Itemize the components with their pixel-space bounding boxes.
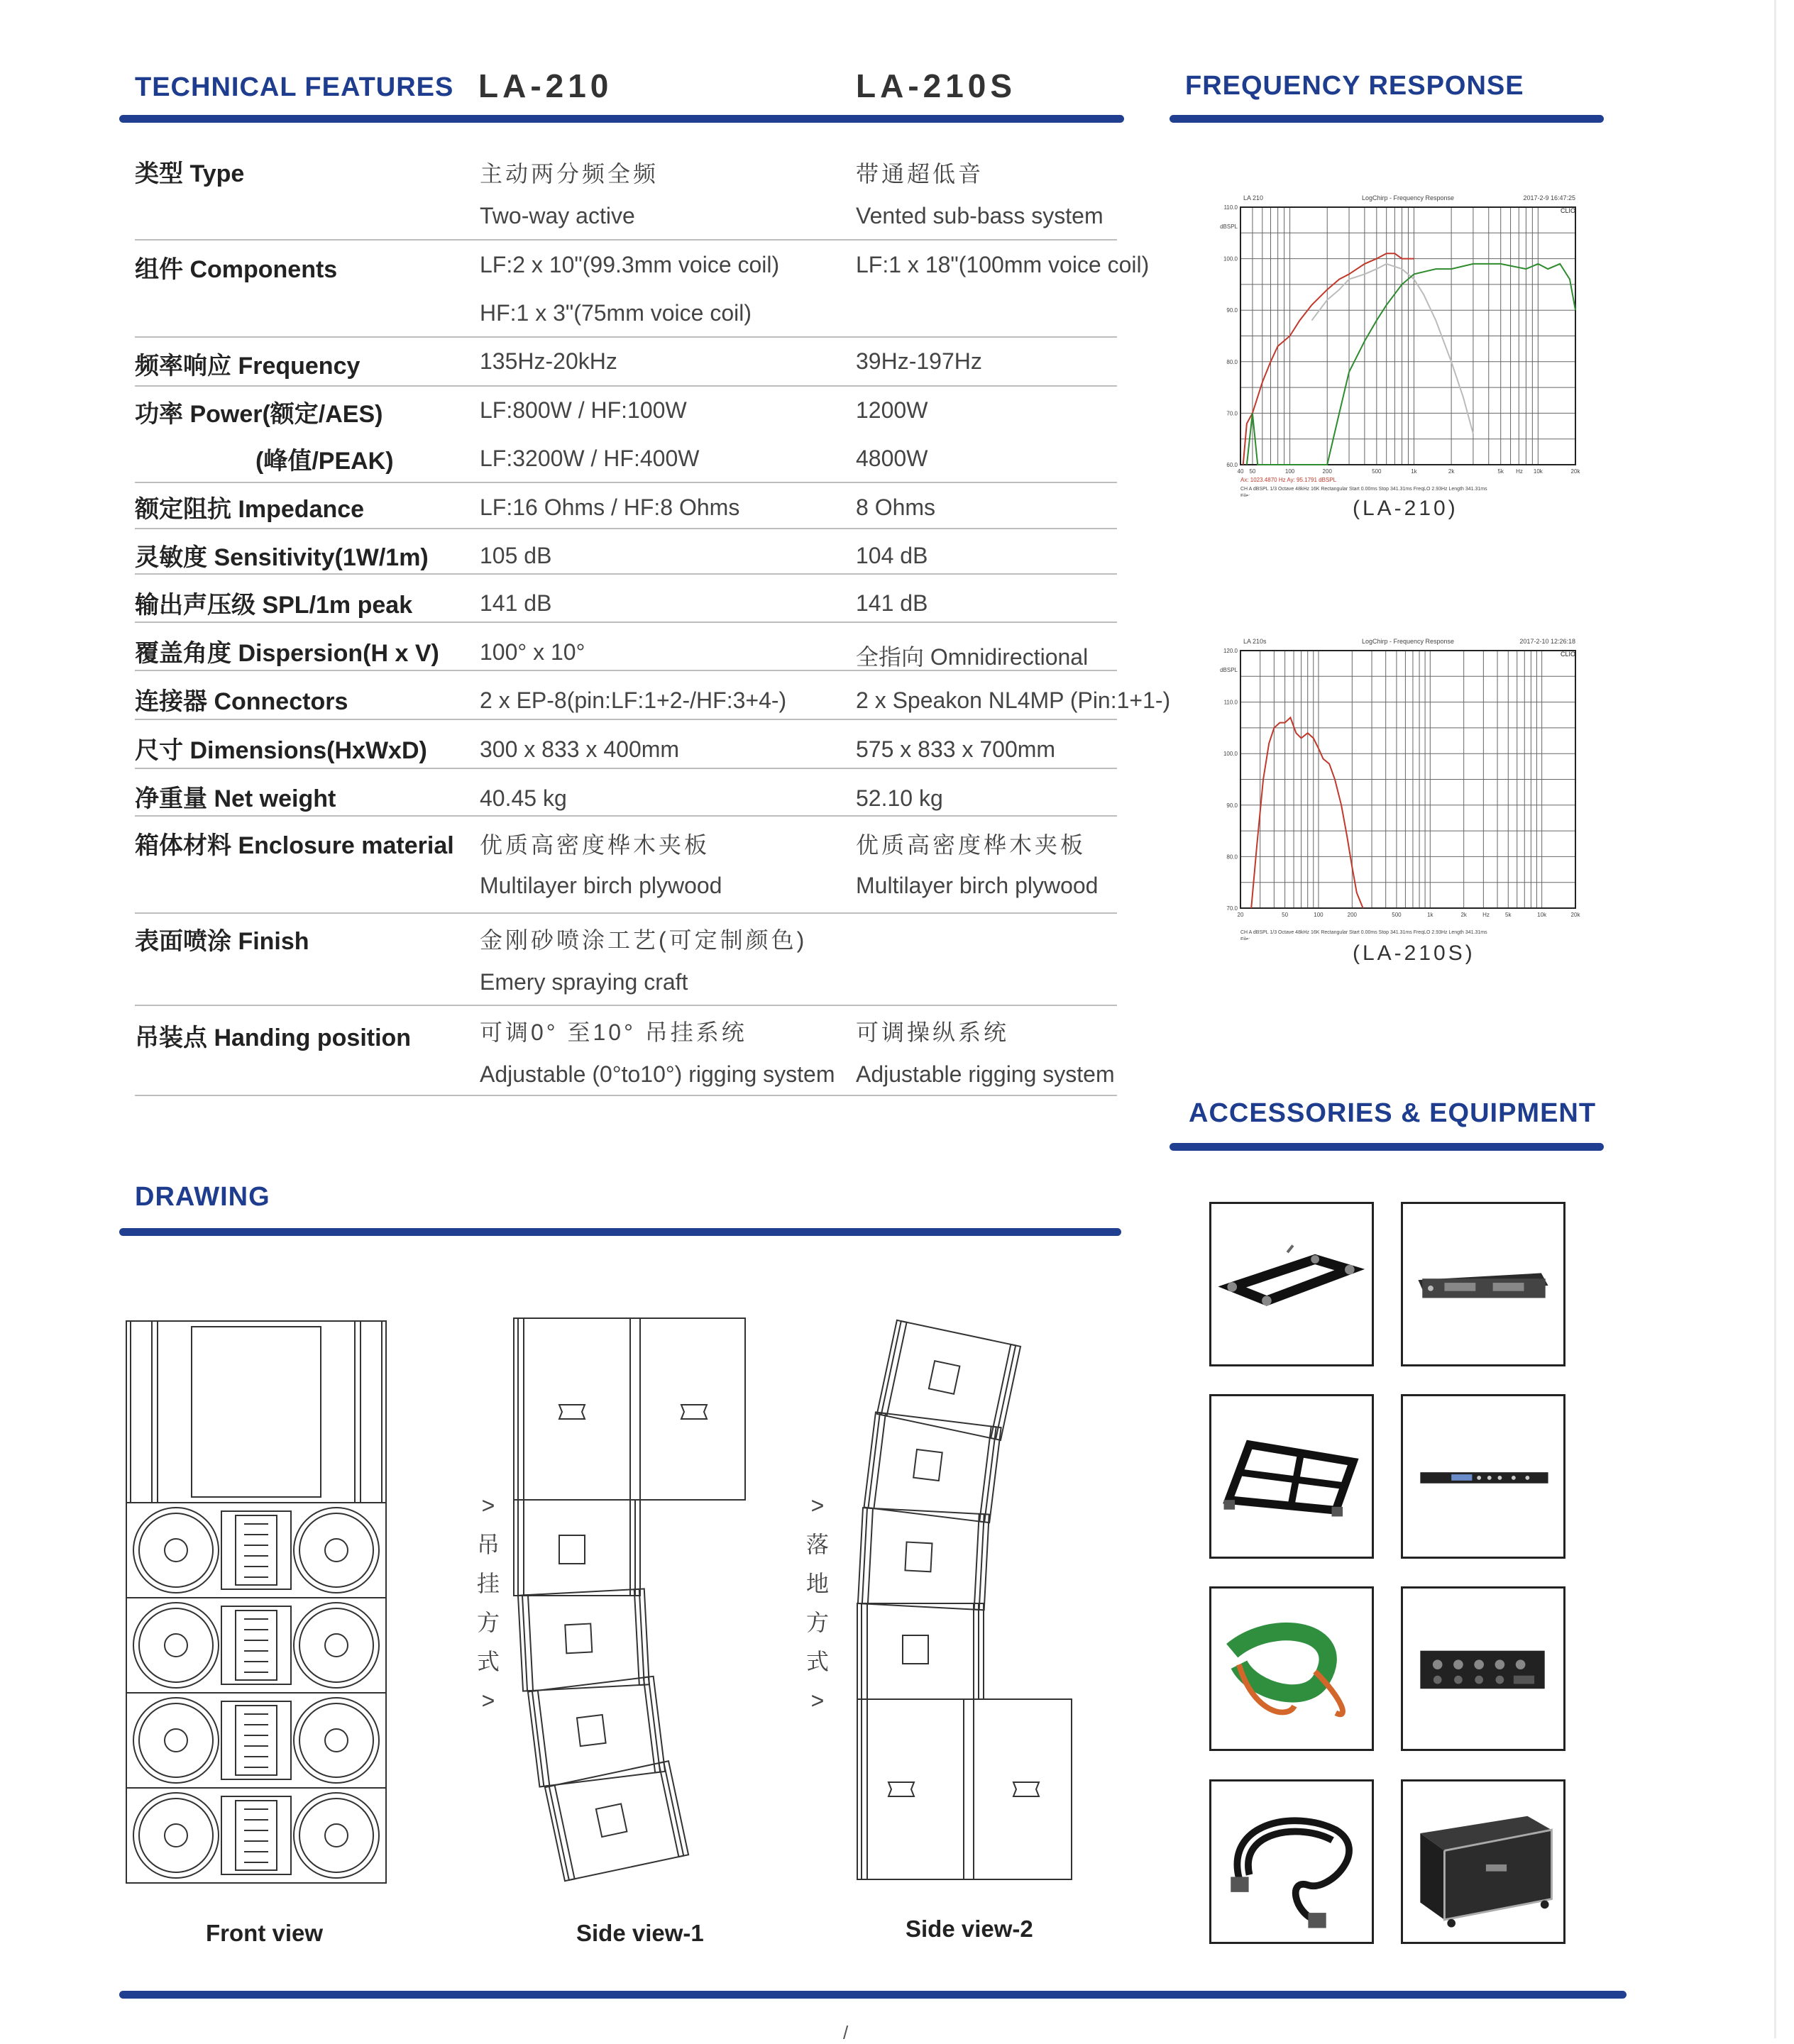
spec-peak-la210s: 4800W xyxy=(856,446,928,471)
chart-y-tick: 60.0 xyxy=(1226,462,1238,468)
spec-power-la210: LF:800W / HF:100W xyxy=(480,397,687,423)
chart-cursor-readout: Ax: 1023.4870 Hz Ay: 95.1791 dBSPL xyxy=(1240,477,1337,483)
chart-caption-la210s: (LA-210S) xyxy=(1353,941,1475,965)
accessory-ground-stack-frame xyxy=(1209,1394,1374,1559)
vert-char: > xyxy=(810,1493,825,1518)
spec-components-la210-lf: LF:2 x 10"(99.3mm voice coil) xyxy=(480,252,780,277)
ground-stack-frame-icon xyxy=(1211,1396,1372,1557)
chart-x-tick: 20 xyxy=(1237,912,1244,918)
row-divider xyxy=(135,815,1117,817)
chart-file-footer: File: xyxy=(1240,937,1250,940)
chart-x-tick: 1k xyxy=(1411,468,1417,475)
flight-case-icon xyxy=(1403,1781,1563,1942)
chart-meta-title: LogChirp - Frequency Response xyxy=(1361,638,1455,645)
spec-enclosure-la210-cn: 优质高密度桦木夹板 xyxy=(480,832,710,858)
row-divider xyxy=(135,482,1117,483)
chart-y-tick: 70.0 xyxy=(1226,905,1238,912)
row-divider xyxy=(135,622,1117,623)
chart-x-tick: 5k xyxy=(1505,912,1512,918)
spec-connectors-la210: 2 x EP-8(pin:LF:1+2-/HF:3+4-) xyxy=(480,687,787,713)
chart-y-tick: 100.0 xyxy=(1223,751,1238,758)
spec-label-connectors: 连接器 Connectors xyxy=(135,688,348,715)
chart-x-tick: 40 xyxy=(1237,468,1244,475)
chart-x-tick: 50 xyxy=(1249,468,1256,475)
chart-x-tick: Hz xyxy=(1516,468,1523,475)
spec-rigging-la210-en: Adjustable (0°to10°) rigging system xyxy=(480,1061,835,1087)
spec-sensitivity-la210: 105 dB xyxy=(480,543,552,568)
spec-components-la210s-lf: LF:1 x 18"(100mm voice coil) xyxy=(856,252,1150,277)
chart-file-footer: File: xyxy=(1240,494,1250,497)
spec-rigging-la210s-cn: 可调操纵系统 xyxy=(856,1020,1010,1045)
chart-x-tick: 50 xyxy=(1282,912,1289,918)
chart-unit-label: dBSPL xyxy=(1220,223,1238,230)
spec-label-impedance: 额定阻抗 Impedance xyxy=(135,496,365,523)
chart-y-tick: 120.0 xyxy=(1223,648,1238,654)
chart-x-tick: 10k xyxy=(1533,468,1543,475)
vert-char: 方 xyxy=(476,1610,500,1635)
spec-label-finish: 表面喷涂 Finish xyxy=(135,928,309,955)
chart-meta-left: LA 210 xyxy=(1243,194,1264,201)
spec-label-frequency: 频率响应 Frequency xyxy=(135,353,361,380)
spec-type-la210s-en: Vented sub-bass system xyxy=(856,203,1104,228)
side-view-2-drawing xyxy=(844,1313,1079,1887)
model-la210s-heading: LA-210S xyxy=(856,67,1017,104)
chart-x-tick: 100 xyxy=(1284,468,1295,475)
spec-label-dimensions: 尺寸 Dimensions(HxWxD) xyxy=(135,737,427,764)
vert-char: 式 xyxy=(476,1649,500,1674)
chart-series-line-0 xyxy=(1251,717,1363,908)
chart-y-tick: 70.0 xyxy=(1226,410,1238,417)
chart-x-tick: 5k xyxy=(1497,468,1504,475)
vert-char: > xyxy=(810,1688,825,1713)
accessory-power-distributor xyxy=(1401,1586,1565,1751)
chart-x-tick: 1k xyxy=(1427,912,1433,918)
spec-rigging-la210-cn: 可调0° 至10° 吊挂系统 xyxy=(480,1020,747,1045)
chart-y-tick: 110.0 xyxy=(1223,699,1238,706)
page-edge xyxy=(1774,0,1776,2038)
spec-label-spl: 输出声压级 SPL/1m peak xyxy=(135,592,413,619)
spec-label-enclosure: 箱体材料 Enclosure material xyxy=(135,832,454,859)
chart-x-tick: 100 xyxy=(1314,912,1324,918)
spec-weight-la210s: 52.10 kg xyxy=(856,785,943,811)
vert-char: 地 xyxy=(805,1571,829,1596)
spec-impedance-la210s: 8 Ohms xyxy=(856,495,936,520)
chart-x-tick: 200 xyxy=(1322,468,1332,475)
accessories-heading: ACCESSORIES & EQUIPMENT xyxy=(1189,1098,1597,1128)
spec-dispersion-la210s: 全指向 Omnidirectional xyxy=(856,644,1089,670)
spec-enclosure-la210-en: Multilayer birch plywood xyxy=(480,873,722,898)
spec-frequency-la210s: 39Hz-197Hz xyxy=(856,348,982,374)
front-view-caption: Front view xyxy=(206,1920,324,1946)
spec-rigging-la210s-en: Adjustable rigging system xyxy=(856,1061,1115,1087)
vert-char: 方 xyxy=(805,1610,829,1635)
chart-y-tick: 90.0 xyxy=(1226,307,1238,314)
accessory-processor xyxy=(1401,1394,1565,1559)
chart-x-tick: 2k xyxy=(1460,912,1467,918)
spec-dimensions-la210: 300 x 833 x 400mm xyxy=(480,736,680,762)
spec-weight-la210: 40.45 kg xyxy=(480,785,567,811)
spec-peak-la210: LF:3200W / HF:400W xyxy=(480,446,700,471)
footer-bar xyxy=(119,1991,1627,1999)
row-divider xyxy=(135,239,1117,241)
power-distributor-icon xyxy=(1403,1589,1563,1749)
frequency-response-chart-la210s xyxy=(1206,635,1604,940)
chart-meta-date: 2017-2-10 12:26:18 xyxy=(1519,638,1575,645)
ground-stack-method-label xyxy=(803,1486,832,1720)
chart-y-tick: 80.0 xyxy=(1226,358,1238,365)
side-view-1-caption: Side view-1 xyxy=(576,1920,704,1946)
row-divider xyxy=(135,719,1117,720)
cable-icon xyxy=(1211,1781,1372,1942)
spec-power-la210s: 1200W xyxy=(856,397,928,423)
chart-y-tick: 100.0 xyxy=(1223,255,1238,263)
row-divider xyxy=(135,768,1117,769)
spec-sensitivity-la210s: 104 dB xyxy=(856,543,928,568)
frequency-response-chart-la210 xyxy=(1206,192,1604,497)
chart-x-tick: Hz xyxy=(1482,912,1490,918)
power-amplifier-icon xyxy=(1403,1204,1563,1364)
accessory-cable xyxy=(1209,1779,1374,1944)
page-mark: / xyxy=(843,2022,849,2043)
row-divider xyxy=(135,912,1117,914)
chart-meta-left: LA 210s xyxy=(1243,638,1267,645)
accessories-header-bar xyxy=(1170,1143,1604,1151)
vert-char: 落 xyxy=(805,1532,829,1557)
flybar-frame-icon xyxy=(1211,1204,1372,1364)
spec-spl-la210s: 141 dB xyxy=(856,590,928,616)
chart-x-tick: 20k xyxy=(1570,468,1580,475)
row-divider xyxy=(135,385,1117,387)
spec-label-components: 组件 Components xyxy=(135,256,338,283)
spec-components-la210-hf: HF:1 x 3"(75mm voice coil) xyxy=(480,300,752,326)
spec-header-bar xyxy=(119,115,1124,123)
row-divider xyxy=(135,573,1117,575)
vert-char: > xyxy=(481,1493,495,1518)
spec-connectors-la210s: 2 x Speakon NL4MP (Pin:1+1-) xyxy=(856,687,1171,713)
accessory-power-amplifier xyxy=(1401,1202,1565,1366)
frequency-response-heading: FREQUENCY RESPONSE xyxy=(1185,71,1524,101)
chart-caption-la210: (LA-210) xyxy=(1353,497,1458,520)
side-view-2-caption: Side view-2 xyxy=(906,1916,1033,1942)
spec-label-peak: (峰值/PEAK) xyxy=(255,448,394,475)
spec-label-sensitivity: 灵敏度 Sensitivity(1W/1m) xyxy=(135,544,429,571)
spec-enclosure-la210s-cn: 优质高密度桦木夹板 xyxy=(856,832,1086,858)
row-divider xyxy=(135,528,1117,529)
technical-features-heading: TECHNICAL FEATURES xyxy=(135,72,454,102)
vert-char: > xyxy=(481,1688,495,1713)
chart-y-tick: 80.0 xyxy=(1226,853,1238,861)
spec-type-la210-en: Two-way active xyxy=(480,203,635,228)
drawing-header-bar xyxy=(119,1228,1121,1236)
lifting-sling-icon xyxy=(1211,1589,1372,1749)
chart-y-tick: 90.0 xyxy=(1226,802,1238,809)
chart-unit-label: dBSPL xyxy=(1220,667,1238,673)
chart-series-line-1 xyxy=(1311,264,1473,434)
chart-x-tick: 20k xyxy=(1570,912,1580,918)
spec-dispersion-la210: 100° x 10° xyxy=(480,639,585,665)
chart-x-tick: 2k xyxy=(1448,468,1455,475)
chart-brand: CLIO xyxy=(1560,651,1575,658)
chart-settings-footer: CH A dBSPL 1/3 Octave 48kHz 16K Rectangular Start 0.00ms Stop 341.31ms FreqLO 2.93Hz Length 341.31ms xyxy=(1240,930,1487,935)
spec-label-net-weight: 净重量 Net weight xyxy=(135,785,336,812)
spec-impedance-la210: LF:16 Ohms / HF:8 Ohms xyxy=(480,495,740,520)
chart-meta-date: 2017-2-9 16:47:25 xyxy=(1523,194,1575,201)
accessory-lifting-sling xyxy=(1209,1586,1374,1751)
side-view-1-drawing xyxy=(511,1313,752,1887)
vert-char: 式 xyxy=(805,1649,829,1674)
vert-char: 挂 xyxy=(476,1571,500,1596)
spec-type-la210-cn: 主动两分频全频 xyxy=(480,161,659,187)
row-divider xyxy=(135,336,1117,338)
spec-label-dispersion: 覆盖角度 Dispersion(H x V) xyxy=(135,640,439,667)
processor-icon xyxy=(1403,1396,1563,1557)
spec-enclosure-la210s-en: Multilayer birch plywood xyxy=(856,873,1099,898)
chart-meta-title: LogChirp - Frequency Response xyxy=(1361,194,1455,201)
spec-label-power: 功率 Power(额定/AES) xyxy=(135,401,383,428)
chart-series-line-0 xyxy=(1243,253,1414,465)
frequency-header-bar xyxy=(1170,115,1604,123)
row-divider xyxy=(135,670,1117,671)
vert-char: 吊 xyxy=(476,1532,500,1557)
accessory-flight-case xyxy=(1401,1779,1565,1944)
chart-x-tick: 10k xyxy=(1537,912,1547,918)
spec-type-la210s-cn: 带通超低音 xyxy=(856,161,984,187)
chart-x-tick: 500 xyxy=(1392,912,1402,918)
front-view-drawing xyxy=(123,1318,389,1886)
accessory-flybar-frame xyxy=(1209,1202,1374,1366)
chart-x-tick: 500 xyxy=(1372,468,1382,475)
row-divider xyxy=(135,1095,1117,1096)
spec-frequency-la210: 135Hz-20kHz xyxy=(480,348,617,374)
spec-label-type: 类型 Type xyxy=(135,160,245,187)
chart-y-tick: 110.0 xyxy=(1223,204,1238,211)
spec-label-handing-position: 吊装点 Handing position xyxy=(135,1024,412,1051)
chart-x-tick: 200 xyxy=(1347,912,1358,918)
drawing-heading: DRAWING xyxy=(135,1182,270,1212)
chart-brand: CLIO xyxy=(1560,207,1575,214)
model-la210-heading: LA-210 xyxy=(478,67,613,104)
row-divider xyxy=(135,1005,1117,1006)
chart-settings-footer: CH A dBSPL 1/3 Octave 48kHz 16K Rectangular Start 0.00ms Stop 341.31ms FreqLO 2.93Hz Length 341.31ms xyxy=(1240,487,1487,492)
hanging-method-label xyxy=(474,1486,502,1720)
spec-finish-cn: 金刚砂喷涂工艺(可定制颜色) xyxy=(480,927,808,953)
spec-dimensions-la210s: 575 x 833 x 700mm xyxy=(856,736,1056,762)
spec-spl-la210: 141 dB xyxy=(480,590,552,616)
spec-finish-en: Emery spraying craft xyxy=(480,969,688,995)
